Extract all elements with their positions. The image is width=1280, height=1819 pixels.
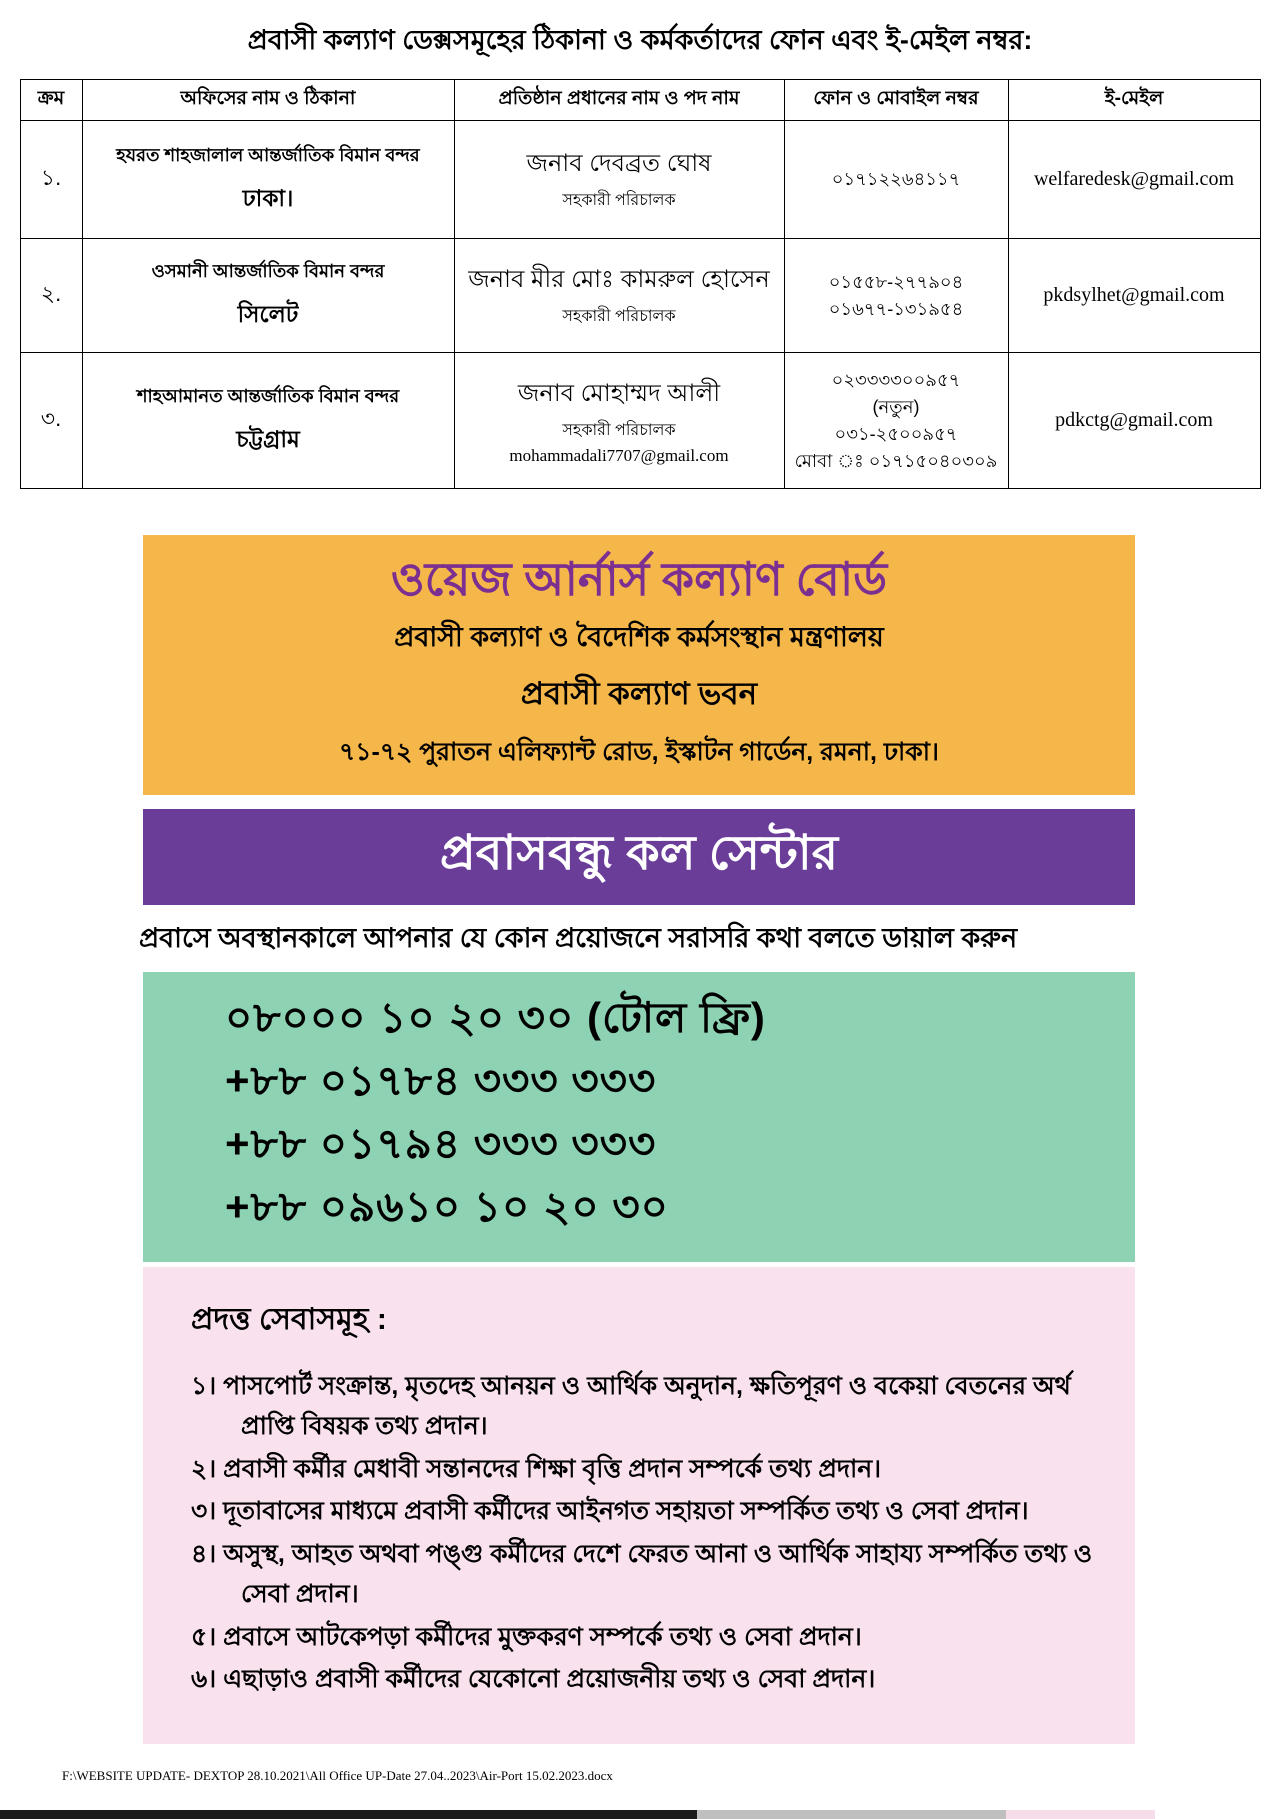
office-city: ঢাকা। [242, 184, 294, 211]
serial-cell: ২. [20, 239, 82, 353]
services-list [191, 1366, 1121, 1700]
service-item: ৬। এছাড়াও প্রবাসী কর্মীদের যেকোনো প্রয়োজনীয় তথ্য ও সেবা প্রদান। [191, 1665, 876, 1693]
head-email: mohammadali7707@gmail.com [509, 446, 729, 465]
board-building: প্রবাসী কল্যাণ ভবন [520, 675, 758, 711]
phone-cell [784, 239, 1008, 353]
table-row [20, 121, 1260, 239]
board-address: ৭১-৭২ পুরাতন এলিফ্যান্ট রোড, ইস্কাটন গার্ডেন, রমনা, ঢাকা। [339, 737, 939, 766]
office-cell [82, 353, 454, 489]
office-city: সিলেট [237, 300, 299, 327]
welfare-desk-table [20, 79, 1261, 489]
column-header: ফোন ও মোবাইল নম্বর [784, 80, 1008, 121]
head-cell [454, 353, 784, 489]
service-item: ২। প্রবাসী কর্মীর মেধাবী সন্তানদের শিক্ষা বৃত্তি প্রদান সম্পর্কে তথ্য প্রদান। [191, 1454, 882, 1483]
call-center-number: +৮৮ ০১৭৮৪ ৩৩৩ ৩৩৩ [225, 1056, 657, 1104]
column-header: ক্রম [20, 80, 82, 121]
call-center-numbers-box [143, 972, 1135, 1262]
office-name: শাহআমানত আন্তর্জাতিক বিমান বন্দর [136, 385, 400, 406]
table-row [20, 353, 1260, 489]
call-center-number: ০৮০০০ ১০ ২০ ৩০ (টোল ফ্রি) [225, 993, 766, 1041]
table-row [20, 239, 1260, 353]
serial-cell: ১. [20, 121, 82, 239]
phone-cell [784, 121, 1008, 239]
office-name: ওসমানী আন্তর্জাতিক বিমান বন্দর [151, 260, 385, 281]
call-center-number: +৮৮ ০১৭৯৪ ৩৩৩ ৩৩৩ [225, 1119, 657, 1167]
phone-number: (নতুন) [872, 396, 920, 417]
head-cell [454, 121, 784, 239]
office-name: হযরত শাহজালাল আন্তর্জাতিক বিমান বন্দর [116, 144, 420, 165]
scrollbar-track-end [1006, 1810, 1155, 1819]
table-header-row [20, 80, 1260, 121]
scrollbar-gap [1155, 1810, 1280, 1819]
head-name: জনাব মোহাম্মদ আলী [517, 380, 721, 407]
board-banner [143, 535, 1135, 795]
office-cell [82, 239, 454, 353]
phone-cell [784, 353, 1008, 489]
call-center-banner-text: প্রবাসবন্ধু কল সেন্টার [439, 827, 839, 880]
column-header: প্রতিষ্ঠান প্রধানের নাম ও পদ নাম [454, 80, 784, 121]
email-cell: welfaredesk@gmail.com [1008, 121, 1260, 239]
board-ministry: প্রবাসী কল্যাণ ও বৈদেশিক কর্মসংস্থান মন্ত্রণালয় [394, 621, 884, 652]
head-cell [454, 239, 784, 353]
phone-number: ০১৭১২২৬৪১১৭ [831, 169, 961, 189]
email-cell: pdkctg@gmail.com [1008, 353, 1260, 489]
service-item: ৩। দূতাবাসের মাধ্যমে প্রবাসী কর্মীদের আইনগত সহায়তা সম্পর্কিত তথ্য ও সেবা প্রদান। [191, 1497, 1029, 1525]
head-designation: সহকারী পরিচালক [562, 192, 676, 209]
column-header: ই-মেইল [1008, 80, 1260, 121]
scrollbar-thumb[interactable] [0, 1810, 697, 1819]
services-box [143, 1267, 1135, 1744]
call-center-number: +৮৮ ০৯৬১০ ১০ ২০ ৩০ [225, 1182, 669, 1230]
office-cell [82, 121, 454, 239]
board-title: ওয়েজ আর্নার্স কল্যাণ বোর্ড [390, 553, 888, 605]
scrollbar-track[interactable] [697, 1810, 1006, 1819]
phone-number: ০১৬৭৭-১৩১৯৫৪ [828, 298, 964, 319]
head-designation: সহকারী পরিচালক [562, 308, 676, 325]
email-cell: pkdsylhet@gmail.com [1008, 239, 1260, 353]
content-bands [139, 535, 1135, 1744]
service-item: ১। পাসপোর্ট সংক্রান্ত, মৃতদেহ আনয়ন ও আর্থিক অনুদান, ক্ষতিপূরণ ও বকেয়া বেতনের অর্থ প্রাপ্তি বিষয়ক তথ্য প্রদান। [191, 1371, 1071, 1440]
service-item: ৫। প্রবাসে আটকেপড়া কর্মীদের মুক্তকরণ সম্পর্কে তথ্য ও সেবা প্রদান। [191, 1622, 862, 1651]
column-header: অফিসের নাম ও ঠিকানা [82, 80, 454, 121]
horizontal-scrollbar[interactable] [0, 1810, 1280, 1819]
service-item: ৪। অসুস্থ, আহত অথবা পঙ্গু কর্মীদের দেশে ফেরত আনা ও আর্থিক সাহায্য সম্পর্কিত তথ্য ও সেবা প্রদান। [191, 1539, 1093, 1608]
office-city: চট্টগ্রাম [236, 425, 300, 452]
services-heading: প্রদত্ত সেবাসমূহ : [191, 1302, 387, 1336]
serial-cell: ৩. [20, 353, 82, 489]
dial-instruction: প্রবাসে অবস্থানকালে আপনার যে কোন প্রয়োজনে সরাসরি কথা বলতে ডায়াল করুন [139, 922, 1018, 953]
page-title: প্রবাসী কল্যাণ ডেক্সসমূহের ঠিকানা ও কর্মকর্তাদের ফোন এবং ই-মেইল নম্বর: [247, 25, 1033, 55]
head-name: জনাব মীর মোঃ কামরুল হোসেন [468, 266, 770, 293]
head-designation: সহকারী পরিচালক [562, 422, 676, 439]
file-path-footer: F:\WEBSITE UPDATE- DEXTOP 28.10.2021\All Office UP-Date 27.04..2023\Air-Port 15.02.2023.docx [62, 1768, 613, 1783]
head-name: জনাব দেবব্রত ঘোষ [526, 150, 712, 177]
call-center-banner [143, 809, 1135, 905]
phone-number: ০১৫৫৮-২৭৭৯০৪ [828, 271, 964, 292]
phone-number: ০২৩৩৩৩০০৯৫৭ [831, 369, 961, 390]
phone-number: ০৩১-২৫০০৯৫৭ [834, 423, 958, 444]
phone-number: মোবা ঃ ০১৭১৫০৪০৩০৯ [794, 450, 998, 471]
